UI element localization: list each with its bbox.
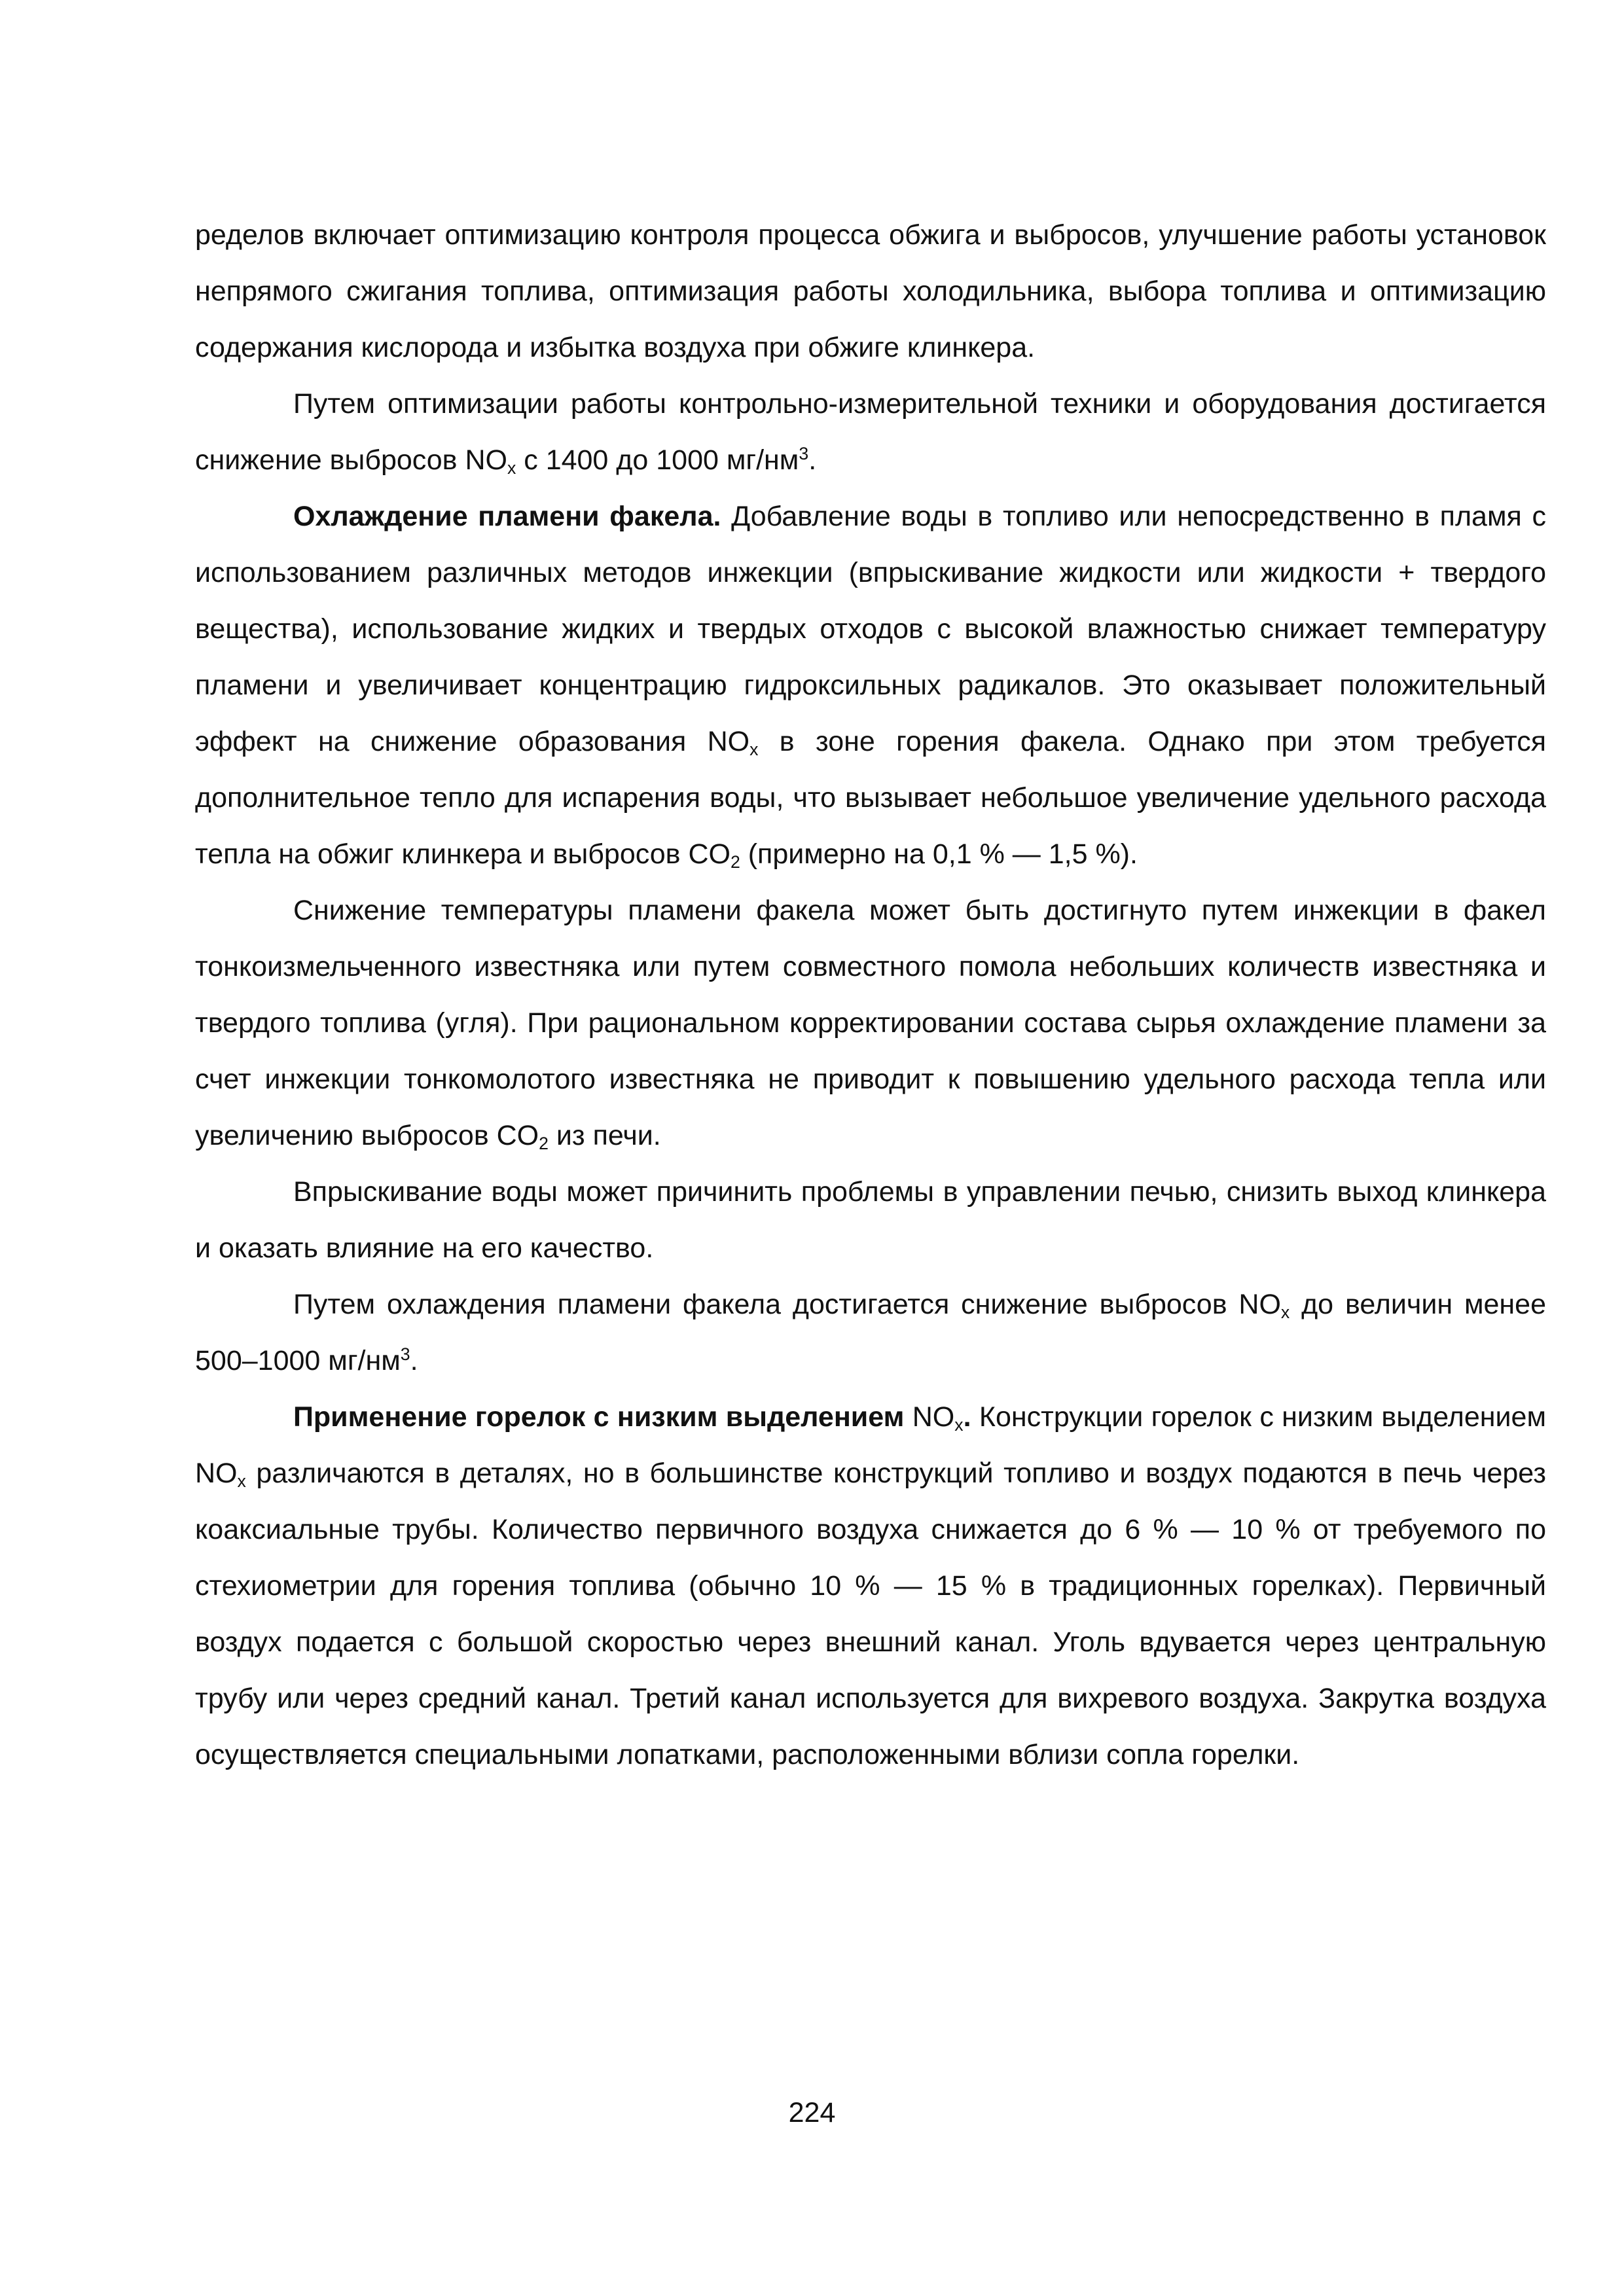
page-body xyxy=(195,207,1546,1783)
subscript: x xyxy=(237,1471,246,1492)
heading-formula: NO xyxy=(904,1401,955,1433)
subscript: 2 xyxy=(730,852,740,872)
paragraph-text: Добавление воды в топливо или непосредственно в пламя с использованием различных методов инжекции (впрыскивание жидкости или жидкости + твердого вещества), использование жидких и твердых отходов с высокой влажностью снижает температуру пламени и увеличивает концентрацию гидроксильных радикалов. Это оказывает положительный эффект на снижение образования NO xyxy=(195,501,1546,757)
paragraph-text: . xyxy=(808,444,817,476)
section-heading: Применение горелок с низким выделением xyxy=(293,1401,905,1433)
heading-period: . xyxy=(963,1401,971,1433)
paragraph-text: ределов включает оптимизацию контроля процесса обжига и выбросов, улучшение работы установок непрямого сжигания топлива, оптимизация работы холодильника, выбора топлива и оптимизацию содержания кислорода и избытка воздуха при обжиге клинкера. xyxy=(195,219,1546,363)
paragraph-text: из печи. xyxy=(548,1120,661,1151)
superscript: 3 xyxy=(400,1344,410,1365)
paragraph-text: Путем охлаждения пламени факела достигается снижение выбросов NO xyxy=(293,1289,1281,1320)
paragraph-measurement-equipment xyxy=(195,376,1546,488)
paragraph-text: Снижение температуры пламени факела может быть достигнуто путем инжекции в факел тонкоизмельченного известняка или путем совместного помола небольших количеств известняка и твердого топлива (угля). При рациональном корректировании состава сырья охлаждение пламени за счет инжекции тонкомолотого известняка не приводит к повышению удельного расхода тепла или увеличению выбросов CO xyxy=(195,895,1546,1151)
paragraph-flame-cooling xyxy=(195,488,1546,882)
paragraph-water-injection xyxy=(195,1164,1546,1276)
paragraph-text: до величин менее 500–1000 мг/нм xyxy=(195,1289,1546,1376)
subscript: x xyxy=(1280,1302,1290,1323)
superscript: 3 xyxy=(799,444,809,464)
paragraph-flame-cooling-result xyxy=(195,1276,1546,1389)
subscript: x xyxy=(749,740,759,760)
paragraph-text: Впрыскивание воды может причинить проблемы в управлении печью, снизить выход клинкера и оказать влияние на его качество. xyxy=(195,1176,1546,1264)
paragraph-text: различаются в деталях, но в большинстве конструкций топливо и воздух подаются в печь через коаксиальные трубы. Количество первичного воздуха снижается до 6 % — 10 % от требуемого по стехиометрии для горения топлива (обычно 10 % — 15 % в традиционных горелках). Первичный воздух подается с большой скоростью через внешний канал. Уголь вдувается через центральную трубу или через средний канал. Третий канал используется для вихревого воздуха. Закрутка воздуха осуществляется специальными лопатками, расположенными вблизи сопла горелки. xyxy=(195,1458,1546,1770)
paragraph-text: (примерно на 0,1 % — 1,5 %). xyxy=(740,838,1138,870)
paragraph-text: . xyxy=(410,1345,418,1376)
subscript: x xyxy=(954,1415,964,1435)
paragraph-text: в зоне горения факела. Однако при этом требуется дополнительное тепло для испарения воды, что вызывает небольшое увеличение удельного расхода тепла на обжиг клинкера и выбросов CO xyxy=(195,726,1546,870)
paragraph-low-nox-burners xyxy=(195,1389,1546,1783)
subscript: x xyxy=(507,458,516,478)
page-number: 224 xyxy=(788,2097,836,2128)
subscript: 2 xyxy=(539,1134,549,1154)
paragraph-text: с 1400 до 1000 мг/нм xyxy=(516,444,799,476)
paragraph-text: Путем оптимизации работы контрольно-измерительной техники и оборудования достигается снижение выбросов NO xyxy=(195,388,1546,476)
paragraph-text: Конструкции горелок с низким выделением NO xyxy=(195,1401,1547,1489)
paragraph-limestone-injection xyxy=(195,882,1546,1164)
paragraph-refining-optimization xyxy=(195,207,1546,376)
section-heading: Охлаждение пламени факела. xyxy=(293,501,721,532)
